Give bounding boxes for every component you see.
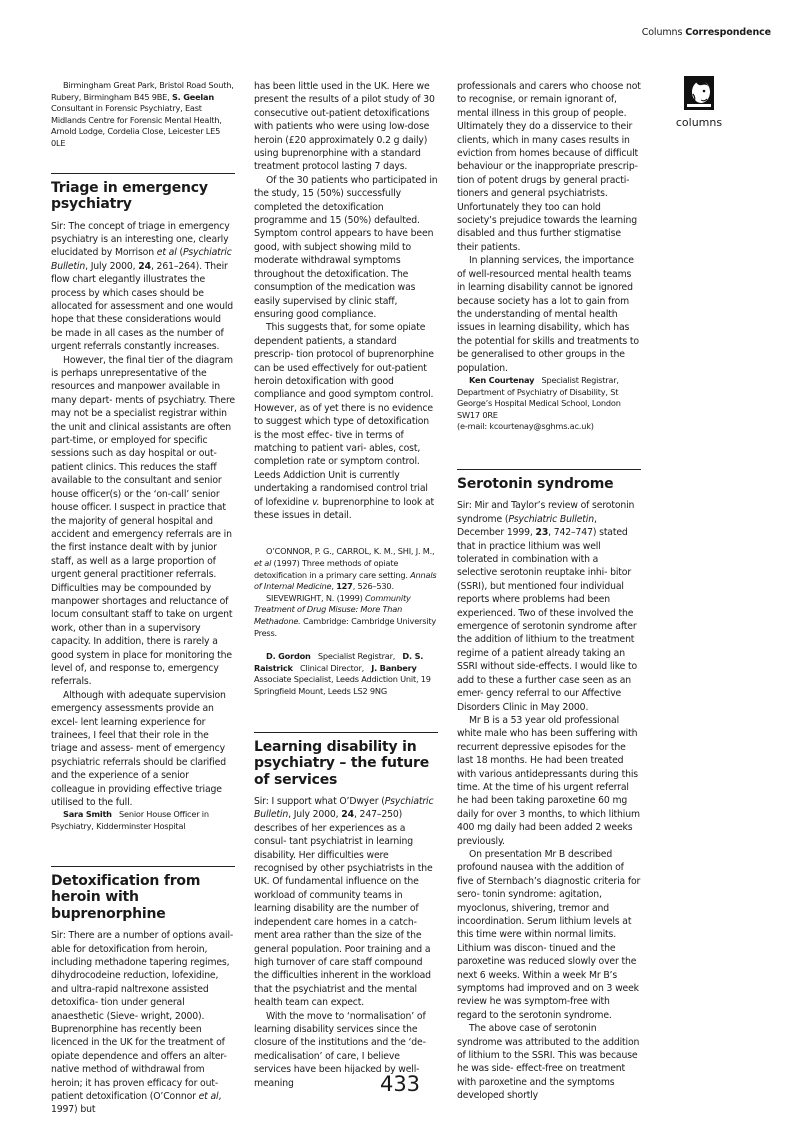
paragraph: Mr B is a 53 year old professional white male who has been suffering with recurrent depressive episodes for the last 18 months. He had been treated with various antidepressants during this time. At the time of his urgent referral he had been taking paroxetine 60 mg daily for over 3 months, to which lithium 400 mg daily had been added 2 weeks previously. bbox=[457, 714, 640, 847]
column-3 bbox=[457, 80, 641, 1103]
article-title-serotonin: Serotonin syndrome bbox=[457, 475, 614, 492]
reference: SIEVEWRIGHT, N. (1999) Community Treatment of Drug Misuse: More Than Methadone. Cambridge: Cambridge University Press. bbox=[254, 592, 436, 638]
paragraph: Sir: I support what O’Dwyer (Psychiatric Bulletin, July 2000, 24, 247–250) describes of her experiences as a consul- tant psychiatrist in learning disability. Her difficulties were recognised by other psychiatrists in the UK. Of fundamental influence on the workload of community teams in learning disability are the number of independent care homes in a catch- ment area rather than the size of the general population. Poor training and a high turnover of care staff compound the difficulties inherent in the workload that the psychiatrist and the mental health team can expect. bbox=[254, 796, 434, 1009]
reference: O’CONNOR, P. G., CARROL, K. M., SHI, J. M., et al (1997) Three methods of opiate detoxification in a primary care setting. Annals of Internal Medicine, 127, 526–530. bbox=[254, 546, 437, 592]
columns-head-icon bbox=[684, 76, 714, 110]
paragraph: professionals and carers who choose not to recognise, or remain ignorant of, mental illness in this group of people. Ultimately they do a disservice to their clients, which in many cases results in eviction from homes because of difficult behaviour or the inappropriate prescrip- tion of potent drugs by general practi- tioners and general psychiatrists. Unfortunately they too can hold society’s prejudice towards the learning disabled and thus further stigmatise their patients. bbox=[457, 81, 641, 253]
running-header bbox=[642, 27, 771, 38]
paragraph: The above case of serotonin syndrome was attributed to the addition of lithium to the SSRI. This was because he was side- effect-free on treatment with paroxetine and the symptoms developed shortly bbox=[457, 1023, 640, 1102]
page-number: 433 bbox=[379, 1072, 421, 1096]
header-section: Columns bbox=[641, 27, 683, 38]
email-address: (e-mail: kcourtenay@sghms.ac.uk) bbox=[457, 421, 594, 432]
section-divider bbox=[457, 469, 641, 470]
paragraph: Sir: Mir and Taylor’s review of serotonin syndrome (Psychiatric Bulletin, December 1999, 23, 742–747) stated that in practice lithium was well tolerated in combination with a selective serotonin reuptake inhi- bitor (SSRI), but mentioned four individual reports where problems had been experienced. Two of these involved the emergence of serotonin syndrome after the addition of lithium to the treatment regime of a patient already taking an SSRI without side-effects. I would like to add to these a further case seen as an emer- gency referral to our Affective Disorders Clinic in May 2000. bbox=[457, 500, 638, 713]
article-title-learning-disability: Learning disability in psychiatry – the future of services bbox=[254, 738, 430, 788]
article-title-detox: Detoxification from heroin with buprenorphine bbox=[51, 872, 201, 922]
paragraph: Sir: The concept of triage in emergency psychiatry is an interesting one, clearly elucidated by Morrison et al (Psychiatric Bulletin, July 2000, 24, 261–264). Their flow chart elegantly illustrates the process by which cases should be allocated for assessment and one would hope that these considerations would be made in all cases as the number of urgent referrals constantly increases. bbox=[51, 220, 234, 353]
prev-letter-signature: Birmingham Great Park, Bristol Road South, Rubery, Birmingham B45 9BE, S. Geelan Consultant in Forensic Psychiatry, East Midlands Centre for Forensic Mental Health, Arnold Lodge, Cordelia Close, Leicester LE5 0LE bbox=[51, 80, 234, 148]
header-title: Correspondence bbox=[685, 27, 771, 38]
section-divider bbox=[51, 173, 235, 174]
letter-signature: D. Gordon Specialist Registrar, D. S. Raistrick Clinical Director, J. Banbery Associate Specialist, Leeds Addiction Unit, 19 Springfield Mount, Leeds LS2 9NG bbox=[254, 651, 431, 696]
paragraph: In planning services, the importance of well-resourced mental health teams in learning disability cannot be ignored because society has a lot to gain from the understanding of mental health issues in learning disability, which has the potential for skills and treatments to be generalised to other groups in the population. bbox=[457, 255, 639, 374]
column-2 bbox=[254, 80, 438, 1090]
section-divider bbox=[51, 866, 235, 867]
paragraph: Although with adequate supervision emergency assessments provide an excel- lent learning experience for trainees, I feel that their role in the triage and assess- ment of emergency psychiatric referrals should be clarified and the experience of a senior colleague in providing effective triage utilised to the full. bbox=[51, 689, 226, 809]
paragraph: Sir: There are a number of options avail- able for detoxification from heroin, including methadone tapering regimes, dihydrocodeine reduction, lofexidine, and ultra-rapid naltrexone assisted detoxifica- tion under general anaesthetic (Sieve- wright, 2000). Buprenorphine has recently been licenced in the UK for the treatment of opiate dependence and offers an alter- native method of withdrawal from heroin; it has proven efficacy for out-patient detoxification (O’Connor et al, 1997) but bbox=[51, 930, 234, 1116]
paragraph: However, the final tier of the diagram is perhaps unrepresentative of the resources and manpower available in many depart- ments of psychiatry. There may not be a specialist registrar within the unit and clinical assistants are often part-time, or employed for specific sessions such as day hospital or out-patient clinics. This reduces the staff available to the consultant and senior house officer(s) or the ‘on-call’ senior house officer. I suspect in practice that the majority of general hospital and accident and emergency referrals are in the first instance dealt with by junior staff, as well as a large proportion of urgent general practitioner referrals. Difficulties may be compounded by manpower shortages and reluctance of locum consultant staff to take on urgent work, other than in a supervisory capacity. In addition, there is rarely a good system in place for monitoring the level of, and response to, emergency referrals. bbox=[51, 354, 235, 688]
paragraph: On presentation Mr B described profound nausea with the addition of five of Sternbach’s diagnostic criteria for sero- tonin syndrome: agitation, myoclonus, shivering, tremor and incoordination. Serum lithium levels at this time were within normal limits. Lithium was discon- tinued and the paroxetine was reduced slowly over the next 6 weeks. Within a week Mr B’s symptoms had improved and on 3 week review he was symptom-free with regard to the serotonin syndrome. bbox=[457, 848, 641, 1021]
paragraph: With the move to ‘normalisation’ of learning disability services since the closure of the institutions and the ‘de- medicalisation’ of care, I believe services have been hijacked by well-meaning bbox=[254, 1010, 426, 1089]
paragraph: Of the 30 patients who participated in the study, 15 (50%) successfully completed the detoxification programme and 15 (50%) defaulted. Symptom control appears to have been good, with subject showing mild to moderate withdrawal symptoms throughout the detoxification. The consumption of the medication was easily supervised by clinic staff, ensuring good compliance. bbox=[254, 174, 438, 320]
paragraph: This suggests that, for some opiate dependent patients, a standard prescrip- tion protocol of buprenorphine can be used effectively for out-patient heroin detoxification with good compliance and good symptom control. However, as of yet there is no evidence to suggest which type of detoxification is the most effec- tive in terms of matching to patient vari- ables, cost, completion rate or symptom control. Leeds Addiction Unit is currently undertaking a randomised control trial of lofexidine v. buprenorphine to look at these issues in detail. bbox=[254, 322, 434, 521]
letter-signature: Sara Smith Senior House Officer in Psychiatry, Kidderminster Hospital bbox=[51, 809, 209, 832]
article-title-triage: Triage in emergency psychiatry bbox=[51, 179, 208, 213]
paragraph: has been little used in the UK. Here we present the results of a pilot study of 30 consecutive out-patient detoxifications with patients who were using low-dose heroin (£20 approximately 0.2 g daily) using buprenorphine with a standard treatment protocol lasting 7 days. bbox=[254, 81, 435, 173]
column-1 bbox=[51, 80, 235, 1117]
columns-label: columns bbox=[675, 116, 723, 129]
section-divider bbox=[254, 732, 438, 733]
letter-signature: Ken Courtenay Specialist Registrar, Department of Psychiatry of Disability, St George’s Hospital Medical School, London SW17 0RE (e-mail: kcourtenay@sghms.ac.uk) bbox=[457, 374, 621, 432]
columns-logo bbox=[673, 76, 725, 129]
